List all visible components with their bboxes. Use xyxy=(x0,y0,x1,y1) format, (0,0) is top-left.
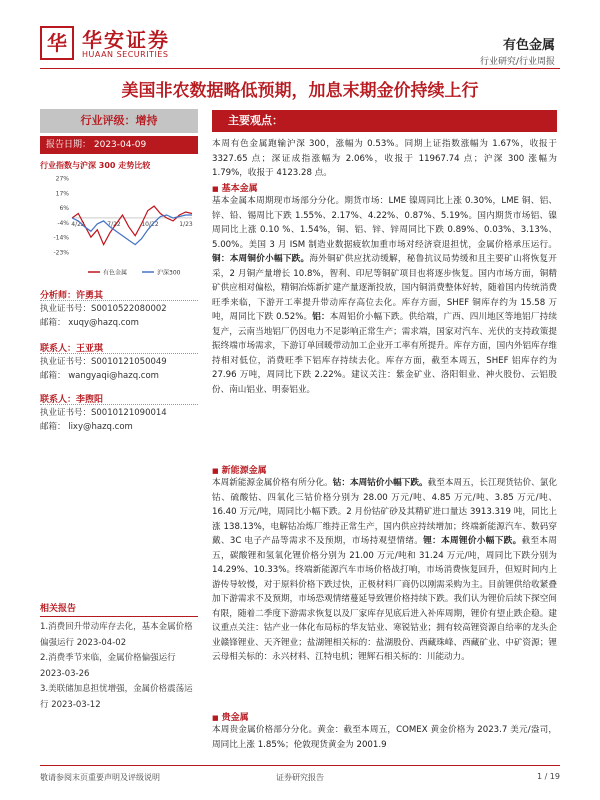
highlight-text: 钴：本周钴价小幅下跌。 xyxy=(332,478,428,488)
report-type-label: 行业研究/行业周报 xyxy=(479,57,555,67)
x-tick-label: 1/23 xyxy=(179,220,193,228)
industry-rating: 行业评级：增持 xyxy=(40,109,198,133)
y-tick-label: 27% xyxy=(55,175,69,183)
sector-label: 有色金属 xyxy=(502,38,555,53)
body-text: 本周贵金属价格部分分化。黄金：截至本周五，COMEX 黄金价格为 2023.7 美元/盎司，周同比上涨 1.85%；伦敦现货黄金为 2001.9 xyxy=(212,725,557,750)
highlight-text: 铝： xyxy=(312,312,330,322)
main-points-heading: 主要观点： xyxy=(212,110,557,132)
x-tick-label: 4/22 xyxy=(71,220,85,228)
cert-number: 执业证书号：S0010121050049 xyxy=(40,357,167,367)
body-text: 本周新能源金属价格有所分化。 xyxy=(212,478,333,488)
contact-divider xyxy=(40,300,198,301)
email-link[interactable]: 邮箱： wangyaqi@hazq.com xyxy=(40,371,159,381)
y-tick-label: 6% xyxy=(59,205,69,213)
logo-name-en: HUAAN SECURITIES xyxy=(82,50,169,59)
contact-title: 分析师：许勇其 xyxy=(40,291,104,301)
page-number: 1 / 19 xyxy=(536,772,560,781)
header-divider xyxy=(40,68,560,69)
related-report-item[interactable]: 2.消费季节来临，金属价格偏强运行 2023-03-26 xyxy=(40,653,176,679)
related-reports-list xyxy=(40,620,198,713)
y-tick-label: 17% xyxy=(55,190,69,198)
section-title-new-energy: ■ 新能源金属 xyxy=(212,463,267,476)
body-text: 截至本周五，长江现货钴价、氯化钴、硫酸钴、四氧化三钴价格分别为 28.00 万元/吨、4.85 万元/吨、3.85 万元/吨、16.40 万元/吨，周同比小幅下跌。2 月份钴矿砂及其精矿进口量达 3913.319 吨，同比上涨 138.13%，电解钴冶炼厂维持正常生产，国内供应持续增加；终端新能源汽车、数码穿戴、3C 电子产品等需求不及预期，市场持观望情绪。 xyxy=(212,478,557,546)
section-text-new-energy xyxy=(212,476,557,665)
body-text: 基本金属本周期现市场部分分化。期货市场：LME 镍周同比上涨 0.30%，LME 铜、铝、锌、铅、锡周比下跌 1.55%、2.17%、4.22%、0.87%、5.19%。国内期货市场铝、镍周同比上涨 0.10 %、1.54%，铜、铝、锌、锌周同比下跌 0.89%、0.03%、3.13%、5.00%。美国 3 月 ISM 制造业数据疲软加重市场对经济衰退担忧，金属价格承压运行。 xyxy=(212,196,557,250)
footer-disclaimer[interactable]: 敬请参阅末页重要声明及评级说明 xyxy=(40,773,160,782)
series-line-0 xyxy=(72,206,192,245)
x-tick-label: 10/22 xyxy=(141,220,159,228)
legend-label: 有色金属 xyxy=(103,269,128,277)
y-tick-label: -23% xyxy=(53,249,69,257)
x-tick-label: 7/22 xyxy=(107,220,121,228)
body-text: 本周铝价小幅下跌。供给端，广西、四川地区等地铝厂持续复产，云南当地铝厂仍因电力不足影响正常生产；需求端，国家对汽车、光伏的支持政策提振终端市场需求，下游订单回暖带动加工企业开工率有所提升。库存方面，国内外铝库存维持相对低位，消费旺季下铝库存持续去化。库存方面，截至本周五，SHEF 铝库存约为 27.96 万吨，周同比下跌 2.22%。建议关注：紫金矿业、洛阳钼业、神火股份、云铝股份、南山铝业、明泰铝业。 xyxy=(212,312,557,395)
company-logo xyxy=(40,22,210,68)
logo-name-cn: 华安证券 xyxy=(82,28,170,52)
section-text-base-metals xyxy=(212,194,557,397)
body-text: 海外铜矿供应扰动缓解，秘鲁抗议局势缓和且主要矿山将恢复开采，2 月铜产量增长 10.8%，智利、印尼等铜矿项目也将逐步恢复。国内市场方面，铜精矿供应相对偏松，精铜冶炼新扩建产量逐渐投放，国内铜消费整体好转，随着国内传统消费旺季来临，下游开工率提升带动库存高位去化。库存方面，SHEF 铜库存约为 15.58 万吨，周同比下跌 0.52%。 xyxy=(212,254,557,322)
section-title-precious-metals: ■ 贵金属 xyxy=(212,710,249,723)
footer-report-label: 证券研究报告 xyxy=(276,773,324,782)
section-text-precious-metals xyxy=(212,723,557,752)
email-link[interactable]: 邮箱： lixy@hazq.com xyxy=(40,422,133,432)
index-comparison-chart xyxy=(40,174,198,282)
chart-title: 行业指数与沪深 300 走势比较 xyxy=(40,161,151,170)
market-summary: 本周有色金属跑输沪深 300，涨幅为 0.53%。同期上证指数涨幅为 1.67%，收报于 3327.65 点；深证成指涨幅为 2.06%，收报于 11967.74 点；沪深 300 涨幅为 1.79%，收报于 4123.28 点。 xyxy=(212,139,557,178)
y-tick-label: -4% xyxy=(57,219,69,227)
contact-divider xyxy=(40,353,198,354)
contact-title: 联系人：李煦阳 xyxy=(40,395,104,405)
related-report-item[interactable]: 1.消费回升带动库存去化，基本金属价格偏强运行 2023-04-02 xyxy=(40,622,193,648)
cert-number: 执业证书号：S0010121090014 xyxy=(40,408,167,418)
contact-title: 联系人：王亚琪 xyxy=(40,344,104,354)
report-title: 美国非农数据略低预期，加息末期金价持续上行 xyxy=(121,81,479,101)
contact-divider xyxy=(40,404,198,405)
footer-divider xyxy=(40,765,560,766)
section-title-base-metals: ■ 基本金属 xyxy=(212,181,258,194)
legend-label: 沪深300 xyxy=(157,269,181,277)
highlight-text: 锂：本周锂价小幅下跌。 xyxy=(423,536,522,546)
y-tick-label: -14% xyxy=(53,234,69,242)
logo-mark-icon: 华 xyxy=(40,26,74,60)
related-reports-title: 相关报告 xyxy=(40,601,198,617)
body-text: 截至本周五，碳酸锂和氢氧化锂价格分别为 21.00 万元/吨和 31.24 万元/吨，周同比下跌分别为 14.29%、10.33%。终端新能源汽车市场价格战打响，市场消费恢复回升，但短时间内上游传导较慢，对于原料价格下跌过快，正极材料厂商仍以刚需采购为主。目前锂供给收紧叠加下游需求不及预期，市场恐观情绪蔓延导致锂价格持续下跌。我们认为锂价后续下探空间有限，随着二季度下游需求恢复以及厂家库存见底后进入补库周期，锂价有望止跌企稳。建议重点关注：钴产业一体化布局标的华友钴业、寒锐钴业；拥有较高锂资源自给率的龙头企业赣锋锂业、天齐锂业；盐湖锂相关标的：盐湖股份、西藏珠峰、西藏矿业、中矿资源；锂云母相关标的：永兴材料、江特电机；锂辉石相关标的：川能动力。 xyxy=(212,536,557,662)
cert-number: 执业证书号：S0010522080002 xyxy=(40,304,167,314)
highlight-text: 铜：本周铜价小幅下跌。 xyxy=(212,254,310,264)
email-link[interactable]: 邮箱： xuqy@hazq.com xyxy=(40,318,139,328)
report-date: 报告日期： 2023-04-09 xyxy=(40,136,198,154)
related-report-item[interactable]: 3.美联储加息担忧增强，金属价格震荡运行 2023-03-12 xyxy=(40,684,193,710)
